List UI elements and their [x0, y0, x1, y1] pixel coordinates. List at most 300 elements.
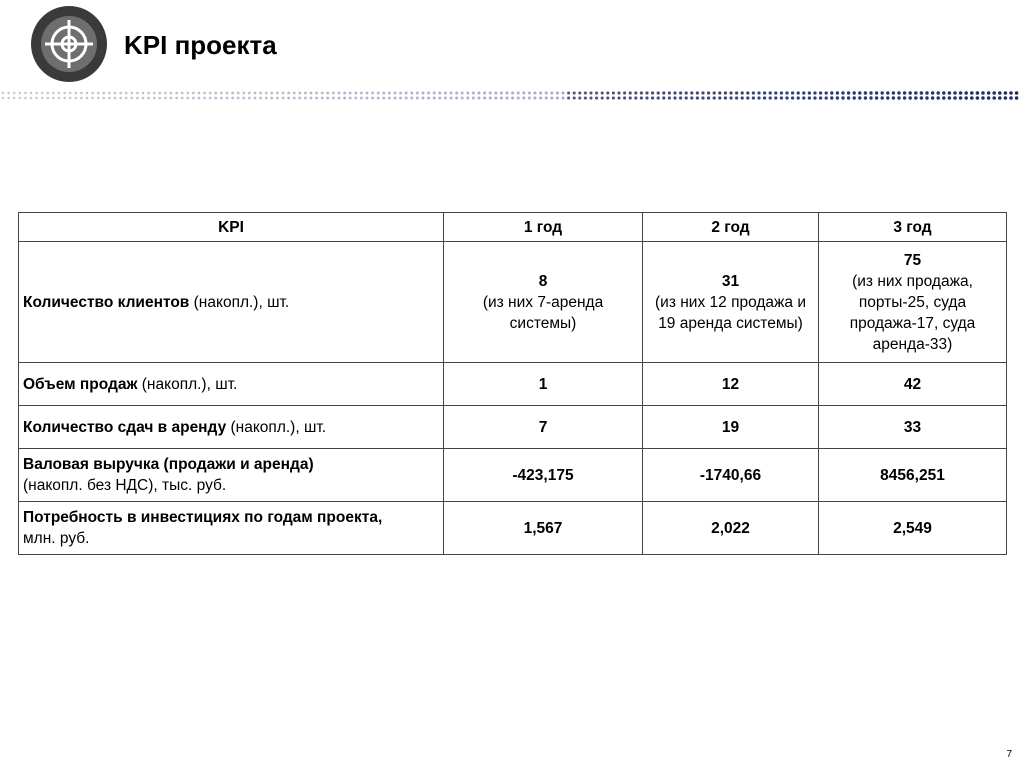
cell-note: (из них продажа, порты-25, суда продажа-17, суда аренда-33)	[849, 272, 976, 353]
separator-dot	[780, 91, 783, 94]
separator-dot	[528, 96, 531, 99]
separator-dot	[203, 92, 206, 95]
separator-dot	[455, 97, 458, 100]
separator-dot	[349, 92, 352, 95]
separator-dot	[192, 92, 195, 95]
cell-year-1: -423,175	[444, 449, 643, 502]
cell-note: (из них 7-аренда системы)	[482, 293, 604, 332]
separator-dot	[298, 92, 301, 95]
separator-dot	[629, 96, 632, 99]
separator-dot	[573, 91, 576, 94]
separator-dot	[724, 96, 727, 99]
separator-dot	[511, 97, 514, 100]
separator-dot	[791, 96, 794, 99]
separator-dot	[349, 97, 352, 100]
separator-dot	[170, 97, 173, 100]
separator-dot	[63, 97, 65, 99]
separator-dot	[377, 97, 380, 100]
separator-dot	[69, 97, 71, 99]
separator-dot	[52, 92, 54, 94]
separator-dot	[589, 91, 592, 94]
separator-dot	[315, 92, 318, 95]
cell-note: (из них 12 продажа и 19 аренда системы)	[655, 293, 806, 332]
separator-dot	[287, 92, 290, 95]
separator-dot	[377, 92, 380, 95]
separator-dot	[326, 97, 329, 100]
separator-dot	[242, 92, 245, 95]
separator-dot	[494, 92, 497, 95]
separator-dot	[478, 92, 481, 95]
separator-dot	[853, 96, 856, 99]
separator-dot	[231, 97, 234, 100]
separator-dot	[780, 96, 783, 99]
separator-dot	[220, 92, 223, 95]
separator-dot	[332, 97, 335, 100]
separator-dot	[959, 96, 963, 100]
separator-dot	[444, 97, 447, 100]
separator-dot	[567, 96, 570, 99]
cell-year-1	[444, 242, 643, 363]
separator-dot	[645, 96, 648, 99]
separator-dot	[282, 92, 285, 95]
separator-dot	[35, 92, 37, 94]
row-label-bold: Потребность в инвестициях по годам проекта,	[23, 509, 383, 526]
separator-dot	[35, 97, 37, 99]
separator-dot	[797, 91, 800, 94]
separator-dot	[808, 91, 811, 94]
separator-dot	[131, 97, 134, 100]
separator-dot	[58, 97, 60, 99]
separator-dot	[382, 97, 385, 100]
separator-dot	[662, 96, 665, 99]
separator-dot	[366, 92, 369, 95]
separator-dot	[466, 97, 469, 100]
separator-dot	[981, 96, 985, 100]
separator-dot	[483, 92, 486, 95]
separator-dot	[321, 92, 324, 95]
separator-dot	[517, 92, 520, 95]
separator-dot	[942, 91, 946, 95]
separator-dot	[914, 96, 917, 99]
separator-dot	[858, 96, 861, 99]
separator-dot	[321, 97, 324, 100]
separator-dot	[1009, 96, 1013, 100]
separator-dot	[640, 91, 643, 94]
separator-dot	[433, 92, 436, 95]
separator-dot	[908, 91, 911, 94]
separator-dot	[248, 97, 251, 100]
separator-dot	[774, 96, 777, 99]
table-row-rent	[19, 406, 1007, 449]
separator-dot	[410, 92, 413, 95]
separator-dot	[606, 91, 609, 94]
separator-dot	[673, 91, 676, 94]
separator-dot	[388, 97, 391, 100]
separator-dot	[153, 92, 156, 95]
separator-dot	[651, 96, 654, 99]
header-year-1: 1 год	[444, 213, 643, 242]
separator-dot	[578, 96, 581, 99]
cell-year-2: 12	[643, 363, 819, 406]
separator-dot	[506, 92, 509, 95]
separator-dot	[886, 96, 889, 99]
separator-dot	[119, 97, 122, 100]
header-year-2: 2 год	[643, 213, 819, 242]
separator-dot	[119, 92, 122, 95]
separator-dot	[707, 91, 710, 94]
separator-dot	[897, 91, 900, 94]
separator-dot	[91, 92, 94, 95]
separator-dot	[265, 97, 268, 100]
separator-dot	[606, 96, 609, 99]
separator-dot	[354, 97, 357, 100]
separator-dot	[528, 91, 531, 94]
separator-dot	[752, 96, 755, 99]
separator-dot	[315, 97, 318, 100]
separator-dot	[237, 97, 240, 100]
separator-dot	[427, 97, 430, 100]
separator-dot	[114, 92, 117, 95]
separator-dot	[472, 92, 475, 95]
separator-dot	[808, 96, 811, 99]
separator-dot	[679, 96, 682, 99]
separator-dot	[175, 92, 178, 95]
separator-dot	[7, 97, 9, 99]
separator-dot	[634, 96, 637, 99]
row-label	[19, 242, 444, 363]
separator-dot	[360, 92, 363, 95]
separator-dot	[125, 97, 128, 100]
separator-dot	[338, 97, 341, 100]
page-title: KPI проекта	[124, 30, 277, 60]
separator-dot	[578, 91, 581, 94]
separator-dot	[265, 92, 268, 95]
separator-dot	[550, 91, 553, 94]
cell-year-2: 19	[643, 406, 819, 449]
separator-dot	[679, 91, 682, 94]
separator-dot	[864, 96, 867, 99]
separator-dot	[769, 91, 772, 94]
separator-dot	[612, 91, 615, 94]
separator-dot	[226, 92, 229, 95]
separator-dot	[936, 96, 940, 100]
separator-dot	[511, 92, 514, 95]
cell-main: 31	[721, 272, 740, 290]
separator-dot	[741, 96, 744, 99]
separator-dot	[757, 96, 760, 99]
separator-dot	[836, 91, 839, 94]
separator-dot	[920, 91, 923, 94]
row-label-rest: (накопл.), шт.	[189, 293, 290, 311]
separator-dot	[841, 91, 844, 94]
separator-dot	[41, 92, 43, 94]
separator-dot	[1004, 91, 1008, 95]
separator-dot	[556, 91, 559, 94]
separator-dot	[623, 96, 626, 99]
separator-dot	[948, 96, 952, 100]
separator-dot	[24, 97, 26, 99]
separator-dot	[533, 96, 536, 99]
row-label-rest: (накопл.), шт.	[137, 375, 238, 393]
separator-dot	[108, 92, 111, 95]
separator-dot	[41, 97, 43, 99]
separator-dot	[584, 96, 587, 99]
crosshair-target-icon	[30, 5, 108, 83]
separator-dot	[713, 91, 716, 94]
separator-dot	[63, 92, 65, 94]
separator-dot	[601, 91, 604, 94]
separator-dot	[539, 91, 542, 94]
separator-dot	[399, 92, 402, 95]
separator-dot	[662, 91, 665, 94]
separator-dot	[729, 91, 732, 94]
separator-dot	[657, 96, 660, 99]
separator-dot	[931, 96, 935, 100]
separator-dot	[797, 96, 800, 99]
separator-dot	[343, 97, 346, 100]
separator-dot	[159, 97, 162, 100]
separator-dot	[830, 96, 833, 99]
separator-dot	[925, 91, 928, 94]
separator-dot	[992, 96, 996, 100]
separator-dot	[903, 91, 906, 94]
separator-dot	[774, 91, 777, 94]
separator-dot	[226, 97, 229, 100]
separator-dot	[589, 96, 592, 99]
separator-dot	[310, 92, 313, 95]
separator-dot	[142, 92, 145, 95]
separator-dot	[645, 91, 648, 94]
separator-dot	[701, 96, 704, 99]
separator-dot	[920, 96, 923, 99]
separator-dot	[198, 92, 201, 95]
separator-dot	[617, 96, 620, 99]
separator-dot	[819, 96, 822, 99]
separator-dot	[103, 92, 106, 95]
separator-dot	[517, 97, 520, 100]
separator-dot	[533, 91, 536, 94]
separator-dot	[298, 97, 301, 100]
separator-dot	[388, 92, 391, 95]
separator-dot	[472, 97, 475, 100]
separator-dot	[634, 91, 637, 94]
separator-dot	[931, 91, 935, 95]
separator-dot	[75, 92, 77, 94]
separator-dot	[270, 97, 273, 100]
separator-dot	[52, 97, 54, 99]
separator-dot	[382, 92, 385, 95]
separator-dot	[741, 91, 744, 94]
separator-dot	[293, 97, 296, 100]
cell-main: 8	[538, 272, 548, 290]
separator-dot	[489, 97, 492, 100]
separator-dot	[617, 91, 620, 94]
separator-dot	[914, 91, 917, 94]
header-year-3: 3 год	[819, 213, 1007, 242]
cell-year-1: 1	[444, 363, 643, 406]
separator-dot	[657, 91, 660, 94]
separator-dot	[13, 92, 15, 94]
separator-dot	[545, 96, 548, 99]
separator-dot	[701, 91, 704, 94]
separator-dot	[175, 97, 178, 100]
separator-dot	[131, 92, 134, 95]
separator-dot	[561, 96, 564, 99]
separator-dot	[970, 96, 974, 100]
separator-dot	[976, 96, 980, 100]
separator-dot	[500, 97, 503, 100]
separator-dot	[338, 92, 341, 95]
separator-dot	[897, 96, 900, 99]
separator-dot	[332, 92, 335, 95]
separator-dot	[953, 96, 957, 100]
separator-dot	[276, 97, 279, 100]
separator-dot	[746, 91, 749, 94]
separator-dot	[114, 97, 117, 100]
separator-dot	[326, 92, 329, 95]
separator-dot	[841, 96, 844, 99]
separator-dot	[276, 92, 279, 95]
table-row-clients	[19, 242, 1007, 363]
separator-dot	[214, 92, 217, 95]
separator-dot	[164, 92, 167, 95]
separator-dot	[853, 91, 856, 94]
row-label	[19, 406, 444, 449]
separator-dot	[86, 97, 89, 100]
separator-dot	[438, 97, 441, 100]
cell-year-1: 1,567	[444, 502, 643, 555]
separator-dot	[696, 96, 699, 99]
separator-dot	[69, 92, 71, 94]
separator-dot	[282, 97, 285, 100]
separator-dot	[75, 97, 77, 99]
separator-dot	[209, 97, 212, 100]
separator-dot	[718, 91, 721, 94]
separator-dot	[819, 91, 822, 94]
cell-year-3	[819, 242, 1007, 363]
cell-year-2: 2,022	[643, 502, 819, 555]
row-label-bold: Количество сдач в аренду	[23, 418, 227, 436]
separator-dot	[147, 92, 150, 95]
separator-dot	[640, 96, 643, 99]
separator-dot	[231, 92, 234, 95]
cell-year-3: 8456,251	[819, 449, 1007, 502]
separator-dot	[461, 92, 464, 95]
separator-dot	[181, 97, 184, 100]
separator-dot	[813, 96, 816, 99]
separator-dot	[892, 91, 895, 94]
separator-dot	[248, 92, 251, 95]
separator-dot	[880, 96, 883, 99]
separator-dot	[746, 96, 749, 99]
separator-dot	[992, 91, 996, 95]
separator-dot	[981, 91, 985, 95]
separator-dot	[752, 91, 755, 94]
page-number: 7	[1006, 749, 1012, 760]
cell-year-2: -1740,66	[643, 449, 819, 502]
separator-dot	[170, 92, 173, 95]
separator-dot	[763, 96, 766, 99]
separator-dot	[186, 92, 189, 95]
separator-dot	[209, 92, 212, 95]
separator-dot	[948, 91, 952, 95]
separator-dot	[287, 97, 290, 100]
separator-dot	[108, 97, 111, 100]
cell-main: 75	[903, 251, 922, 269]
separator-dot	[601, 96, 604, 99]
separator-dot	[30, 92, 32, 94]
row-label-bold: Валовая выручка (продажи и аренда)	[23, 456, 314, 473]
separator-dot	[366, 97, 369, 100]
separator-dot	[259, 92, 262, 95]
separator-dot	[707, 96, 710, 99]
separator-dot	[103, 97, 106, 100]
separator-dot	[136, 97, 139, 100]
separator-dot	[181, 92, 184, 95]
separator-dot	[1015, 91, 1019, 95]
row-label-rest: млн. руб.	[23, 530, 90, 547]
separator-dot	[86, 92, 89, 95]
separator-dot	[214, 97, 217, 100]
separator-dot	[444, 92, 447, 95]
separator-dot	[97, 92, 100, 95]
separator-dot	[785, 91, 788, 94]
table-row-investment	[19, 502, 1007, 555]
separator-dot	[892, 96, 895, 99]
separator-dot	[668, 91, 671, 94]
separator-dot	[220, 97, 223, 100]
separator-dot	[304, 92, 307, 95]
separator-dot	[729, 96, 732, 99]
separator-dot	[836, 96, 839, 99]
separator-dot	[668, 96, 671, 99]
separator-dot	[556, 96, 559, 99]
separator-dot	[869, 96, 872, 99]
table-row-sales	[19, 363, 1007, 406]
separator-dot	[908, 96, 911, 99]
separator-dot	[825, 91, 828, 94]
separator-dot	[259, 97, 262, 100]
table-row-revenue	[19, 449, 1007, 502]
separator-dot	[584, 91, 587, 94]
separator-dot	[500, 92, 503, 95]
separator-dot	[354, 92, 357, 95]
dotted-separator	[0, 90, 1024, 102]
separator-dot	[735, 91, 738, 94]
separator-dot	[466, 92, 469, 95]
cell-year-1: 7	[444, 406, 643, 449]
separator-dot	[254, 92, 257, 95]
separator-dot	[304, 97, 307, 100]
separator-dot	[506, 97, 509, 100]
separator-dot	[203, 97, 206, 100]
separator-dot	[478, 97, 481, 100]
separator-dot	[718, 96, 721, 99]
separator-dot	[198, 97, 201, 100]
separator-dot	[875, 91, 878, 94]
separator-dot	[405, 97, 408, 100]
separator-dot	[164, 97, 167, 100]
separator-dot	[970, 91, 974, 95]
row-label	[19, 363, 444, 406]
separator-dot	[802, 96, 805, 99]
separator-dot	[153, 97, 156, 100]
separator-dot	[242, 97, 245, 100]
separator-dot	[880, 91, 883, 94]
separator-dot	[270, 92, 273, 95]
separator-dot	[830, 91, 833, 94]
separator-dot	[192, 97, 195, 100]
